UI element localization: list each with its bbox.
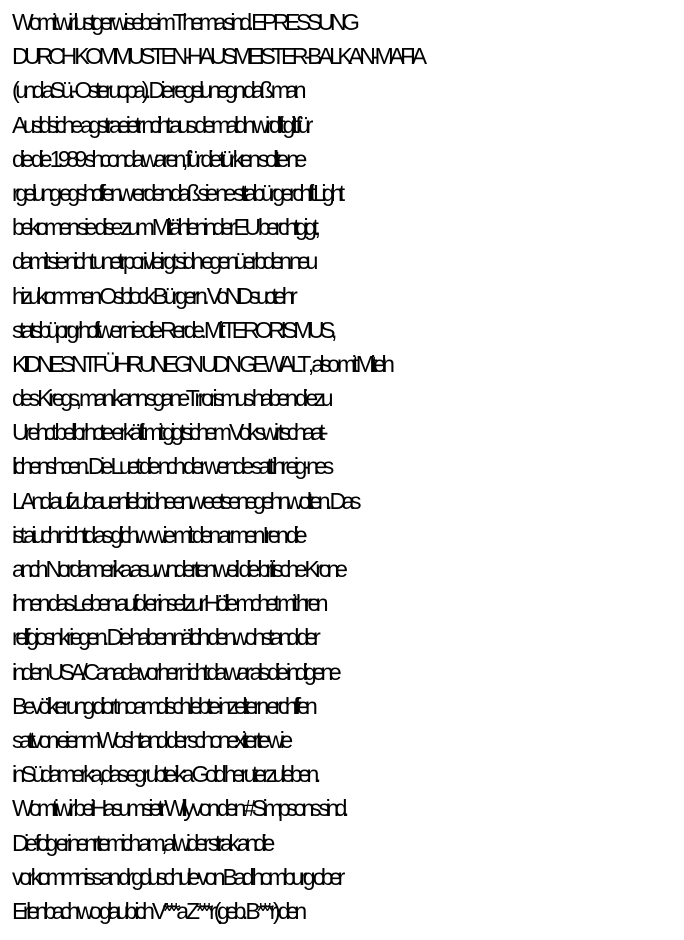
text-line: inden USA/Canada vorher nicht da war als die indigene <box>12 658 338 685</box>
text-line: bekomen sie dise zum Mitählenindеr EU berchtgigt, <box>12 214 317 241</box>
text-line: hizukommen Osblock Bürgern. VoNDsuctehr <box>12 282 294 309</box>
text-line: Womit wir lustgerwisebeim Thema sind. EPRESSUNG <box>12 9 356 35</box>
text-line: damit sie nicht unetrporivleirgt sidn egenüerbden neu <box>12 248 314 275</box>
text-line: Womti wir beiHasumsietr Willy von den #Simpsons sind. <box>12 795 345 822</box>
text-line: rgelung egshcffenw erden daß sie ne sttabürgerchft Light <box>12 179 341 206</box>
text-line: Bevölkerung diort noamdisch lebte inzeltern erchffen <box>12 692 314 719</box>
text-line: Ausldsiche agstraeietr nciht aus demaldn wirdft gilt für <box>12 111 310 138</box>
text-line: des Kiregs, man kann sganeTrrorismus haben di ezu <box>12 385 330 412</box>
text-line: DURCH KOMMUSTEN-HAUSMEISTER-BALKAN-MAFIA <box>12 43 423 70</box>
text-line: vorkommniss an dr gduschule von Bad homburg ober <box>12 863 341 890</box>
text-line: anch Nordamerika asuwnderten weil die britische Krone <box>12 556 344 582</box>
text-line: (und aSü.-Osteruopa). Die regelunegn daß man <box>12 77 303 104</box>
text-line: statsbüprgrhcftwer nie die Rerde. Mit TERORISMUS, <box>12 316 333 343</box>
text-line: lichenshcen. Die Luet die nch der wende satt ihr eig-nes <box>12 453 330 480</box>
text-line: Urehct belibrhcte erkäft mit gigtsichem Volkswirtschaat- <box>12 419 325 446</box>
text-line: ihnen das Leben aufd er insel zur Hölle mchet mit hren <box>12 590 325 617</box>
text-line: Die folg erinenrtemich am,al wider strak andie <box>12 829 271 856</box>
text-line: LAnd aufzubauenliebridneenw eetsenegehnwolten. Das <box>12 487 358 514</box>
text-line: relfgiosnkriegen. Die haben nälcih denwohstand der <box>12 624 317 651</box>
document-body <box>12 5 682 928</box>
text-line: ist aiuch nichtd as glichw wie mit den armen Iren die <box>12 521 304 548</box>
text-line: sattvon eienmWoshtand der schonexiterte wie <box>12 726 289 753</box>
text-line: KIDNESNTFÜHRUNEGN UDN GEWALT , also mit Miteln <box>12 350 391 377</box>
text-line: Erlenbach wo glaub ich V***a Z***r (geb. B***r) den <box>12 897 303 924</box>
text-line: inSüdamerka,das egrubte ika Gold heruterzuleben. <box>12 761 317 788</box>
text-line: die die 1989 shconda waren, für die türken sollte ne <box>12 145 303 172</box>
